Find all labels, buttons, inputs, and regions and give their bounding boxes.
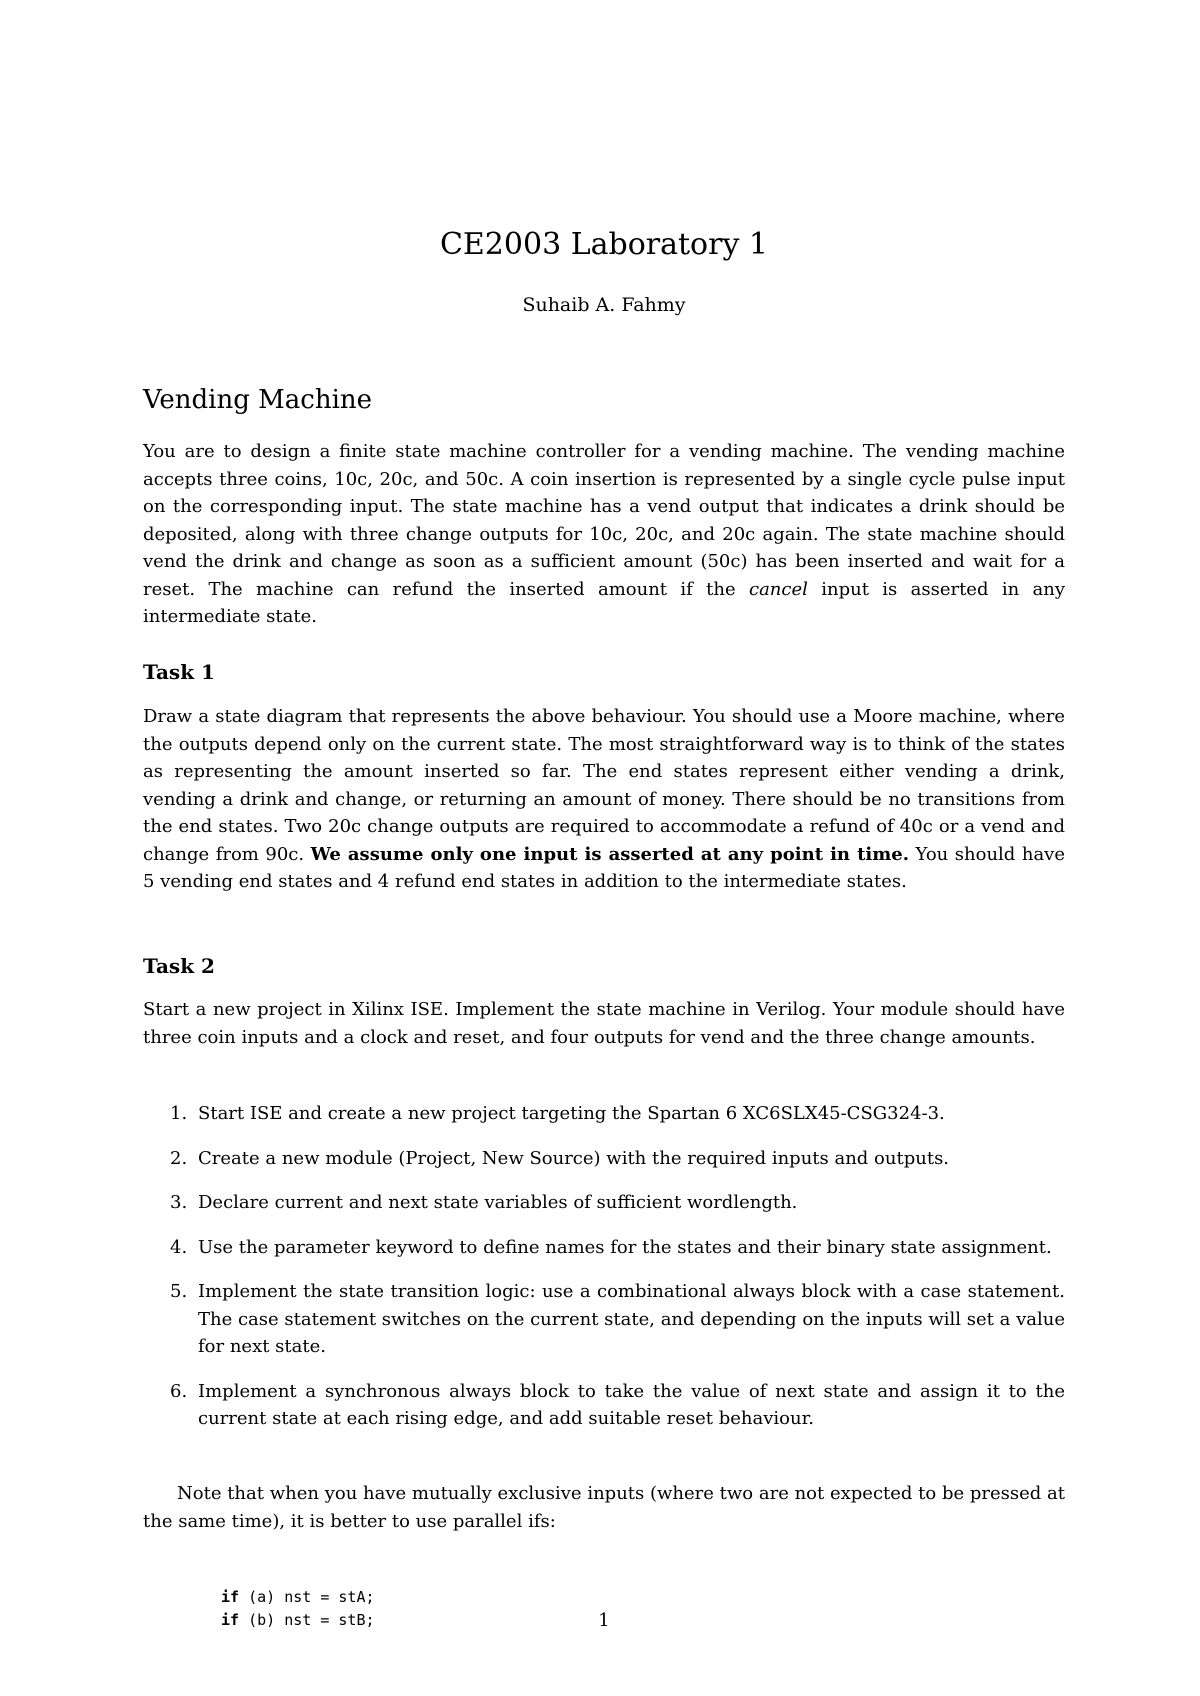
document-title: CE2003 Laboratory 1 <box>439 227 769 262</box>
list-item <box>143 1100 1065 1128</box>
task2-steps-list <box>143 1100 1065 1450</box>
task1-bold-text: We assume only one input is asserted at any point in time. <box>310 843 909 865</box>
step-text: Implement a synchronous always block to take the value of next state and assign it to the current state at each rising edge, and add suitable reset behaviour. <box>198 1380 1065 1429</box>
task1-text-part2: You should have 5 vending end states and 4 refund end states in addition to the intermediate states. <box>143 843 1066 892</box>
code-line-rest: (b) nst = stB; <box>239 1611 375 1629</box>
intro-text-part2: input is asserted in any intermediate state. <box>143 578 1066 627</box>
step-number: 2. <box>170 1147 188 1169</box>
intro-emphasis: cancel <box>748 578 808 600</box>
page-number: 1 <box>598 1610 610 1631</box>
task1-text-part1: Draw a state diagram that represents the above behaviour. You should use a Moore machine, where the outputs depend only on the current state. The most straightforward way is to think of the states as representing the amount inserted so far. The end states represent either vending a drink, vending a drink and change, or returning an amount of money. There should be no transitions from the end states. Two 20c change outputs are required to accommodate a refund of 40c or a vend and change from 90c. <box>143 706 1065 865</box>
step-text: Use the parameter keyword to define names for the states and their binary state assignment. <box>198 1236 1052 1258</box>
code-line-rest: (a) nst = stA; <box>239 1588 375 1606</box>
step-number: 3. <box>170 1192 188 1213</box>
code-keyword: if <box>221 1588 240 1606</box>
intro-text-part1: You are to design a finite state machine controller for a vending machine. The vending machine accepts three coins, 10c, 20c, and 50c. A coin insertion is represented by a single cycle pulse input on the corresponding input. The state machine has a vend output that indicates a drink should be deposited, along with three change outputs for 10c, 20c, and 20c again. The state machine should vend the drink and change as soon as a sufficient amount (50c) has been inserted and wait for a reset. The machine can refund the inserted amount if the <box>143 441 1065 600</box>
intro-paragraph <box>143 438 1065 631</box>
step-text: Create a new module (Project, New Source) with the required inputs and outputs. <box>198 1147 950 1169</box>
task1-paragraph <box>143 703 1065 896</box>
list-item <box>143 1189 1065 1217</box>
code-keyword: if <box>221 1611 240 1629</box>
document-author: Suhaib A. Fahmy <box>522 294 686 316</box>
list-item <box>143 1234 1065 1262</box>
note-paragraph: Note that when you have mutually exclusive inputs (where two are not expected to be pressed at the same time), it is better to use parallel ifs: <box>143 1483 1065 1532</box>
list-item <box>143 1378 1065 1433</box>
step-number: 4. <box>170 1236 188 1258</box>
step-number: 1. <box>170 1103 188 1124</box>
task2-heading: Task 2 <box>143 954 215 978</box>
list-item <box>143 1145 1065 1173</box>
step-number: 6. <box>170 1380 188 1402</box>
step-number: 5. <box>170 1281 188 1302</box>
step-text: Implement the state transition logic: use a combinational always block with a case statement. The case statement switches on the current state, and depending on the inputs will set a value for next state. <box>198 1281 1065 1357</box>
task1-heading: Task 1 <box>143 660 215 684</box>
section-title: Vending Machine <box>143 385 373 415</box>
step-text: Declare current and next state variables of sufficient wordlength. <box>198 1192 798 1213</box>
task2-intro-paragraph: Start a new project in Xilinx ISE. Implement the state machine in Verilog. Your module should have three coin inputs and a clock and reset, and four outputs for vend and the three change amounts. <box>143 999 1065 1048</box>
step-text: Start ISE and create a new project targeting the Spartan 6 XC6SLX45-CSG324-3. <box>198 1103 945 1124</box>
list-item <box>143 1278 1065 1361</box>
